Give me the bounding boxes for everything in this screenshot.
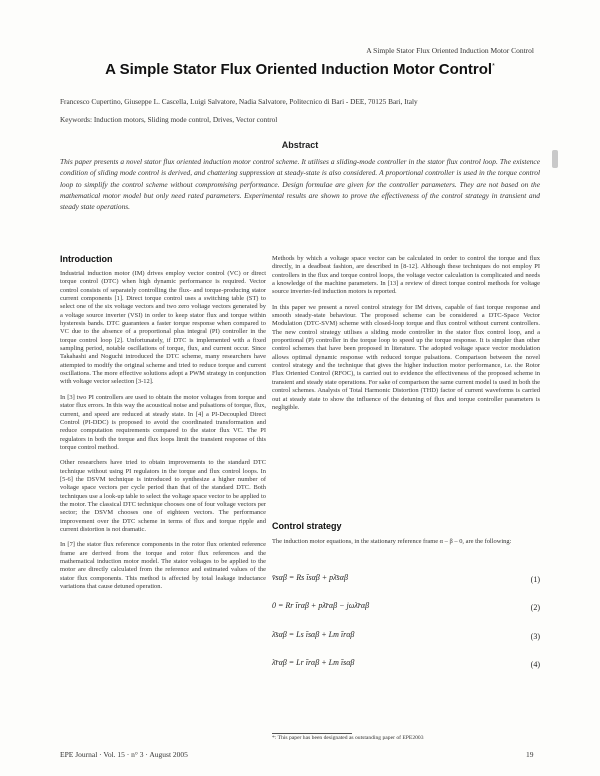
right-paragraph-1: Methods by which a voltage space vector can be calculated in order to control the torque and flux directly, in a deadbeat fashion, are described in [8-12]. Although these techniques do not employ PI controllers in the flux and torque control loops, the voltage vector calculation is complicated and needs a knowledge of the machine parameters. In [13] a review of direct torque control methods for voltage source inverter-fed induction motors is reported.: [272, 255, 540, 296]
intro-paragraph-1: Industrial induction motor (IM) drives employ vector control (VC) or direct torque control (DTC) when high dynamic performance is required. Vector control consists of separately controlling the flux- and torque-producing stator current components [1]. Direct torque control uses a switching table (ST) to select one of the six voltage vectors and two zero voltage vectors generated by a voltage source inverter (VSI) in order to keep stator flux and torque within hysteresis bands. DTC guarantees a faster torque response when compared to VC due to the absence of a proportional plus integral (PI) controller in the torque control loop [2]. Unfortunately, if DTC is implemented with a fixed sampling period, notable oscillations of torque, flux, and current occur. Since Takahashi and Noguchi introduced the DTC scheme, many researchers have attempted to modify the original scheme and tried to reduce torque and current oscillations. The more effective solutions adopt a PWM strategy in conjunction with voltage vector selection [3-12].: [60, 270, 266, 386]
equation-2: [272, 601, 540, 617]
running-head: A Simple Stator Flux Oriented Induction Motor Control: [366, 46, 534, 55]
keywords-line: Keywords: Induction motors, Sliding mode control, Drives, Vector control: [60, 115, 278, 124]
equation-3: [272, 630, 540, 646]
equation-1: [272, 573, 540, 589]
equation-3-number: (3): [530, 632, 540, 641]
journal-footer: EPE Journal · Vol. 15 · n° 3 · August 2005: [60, 750, 188, 759]
footnote: *: This paper has been designated as outstanding paper of EPE2003: [272, 735, 424, 741]
equation-4: [272, 658, 540, 674]
intro-paragraph-3: Other researchers have tried to obtain improvements to the standard DTC technique without using PI regulators in the torque and flux control loops. In [5-6] the DSVM technique is introduced to synthesize a higher number of voltage space vectors per cycle period than that of the standard DTC. Both techniques use a look-up table to select the voltage space vector to be applied to the motor. The classical DTC technique chooses one of four voltage vectors per sector; the DSVM chooses one of eighteen vectors. The performance improvement over the DTC scheme in terms of flux and torque ripple and current distortion is not dramatic.: [60, 459, 266, 533]
introduction-heading: Introduction: [60, 254, 113, 264]
equation-2-body: 0 = Rr īrαβ + pλ̄rαβ − jωλ̄rαβ: [272, 601, 370, 610]
equation-4-body: λ̄rαβ = Lr īrαβ + Lm īsαβ: [272, 658, 355, 667]
right-column: [272, 255, 540, 419]
title-footnote-mark: *: [492, 63, 495, 70]
equation-4-number: (4): [530, 660, 540, 669]
abstract-text: This paper presents a novel stator flux oriented induction motor control scheme. It utilises a sliding-mode controller in the stator flux control loop. The existence condition of sliding mode control is derived, and chattering suppression at steady-state is also considered. A proportional controller is used in the torque control loop to simplify the control scheme without compromising performance. Design formulae are given for the controller parameters. They are not based on the mathematical motor model but only need rated parameters. Experimental results are shown to prove the effectiveness of the control strategy in transient and steady state operations.: [60, 157, 540, 212]
equation-1-number: (1): [530, 575, 540, 584]
equation-1-body: v̄sαβ = Rs īsαβ + pλ̄sαβ: [272, 573, 348, 582]
author-line: Francesco Cupertino, Giuseppe L. Cascella, Luigi Salvatore, Nadia Salvatore, Politecnico di Bari - DEE, 70125 Bari, Italy: [60, 97, 418, 106]
left-column: [60, 270, 266, 598]
control-strategy-intro: The induction motor equations, in the stationary reference frame α – β – 0, are the following:: [272, 538, 512, 545]
paper-title-text: A Simple Stator Flux Oriented Induction Motor Control: [105, 61, 493, 78]
paper-title: [0, 61, 600, 78]
control-strategy-heading: Control strategy: [272, 521, 342, 531]
footnote-rule: [272, 733, 352, 734]
right-paragraph-2: In this paper we present a novel control strategy for IM drives, capable of fast torque response and smooth steady-state behaviour. The proposed scheme can be considered a DTC-Space Vector Modulation (DTC-SVM) scheme with closed-loop torque and flux control without current controllers. The new control strategy utilises a sliding mode controller in the stator flux control loop, and a proportional (P) controller in the torque loop to speed up the torque response. It is simpler than other control schemes that have been proposed in literature. The adopted voltage space vector modulation allows optimal dynamic response with reduced torque pulsations. Comparison between the novel control strategy and the technique that gives the higher induction motor performance, i.e. the Rotor Flux Oriented Control (RFOC), is carried out to evidence the effectiveness of the proposed scheme in transient and steady state operations. For sake of comparison the same current model is used in both the control schemes. Analysis of Total Harmonic Distortion (THD) factor of current waveforms is carried out at steady state to show the influence of the detuning of flux and torque controller parameters is negligible.: [272, 303, 540, 411]
abstract-heading: Abstract: [281, 140, 319, 150]
page-number: 19: [526, 750, 534, 759]
equation-2-number: (2): [530, 603, 540, 612]
intro-paragraph-4: In [7] the stator flux reference components in the rotor flux oriented reference frame are derived from the torque and rotor flux references and the mathematical induction motor model. The stator voltages to be applied to the motor are directly calculated from the reference and estimated values of the stator flux components. This method is affected by total leakage inductance variations that cause detuned operation.: [60, 541, 266, 591]
scan-mark: [552, 150, 558, 168]
equation-3-body: λ̄sαβ = Ls īsαβ + Lm īrαβ: [272, 630, 355, 639]
intro-paragraph-2: In [3] two PI controllers are used to obtain the motor voltages from torque and stator flux errors. In this way the acoustical noise and pulsations of torque, flux, current, and speed are reduced at steady state. In [4] a PI-Decoupled Direct Control (PI-DDC) is proposed to avoid the coordinated transformation and reduce computation requirements compared to the stator flux VC. The PI regulators in both the torque and flux loops limit the transient response of this torque control method.: [60, 393, 266, 451]
